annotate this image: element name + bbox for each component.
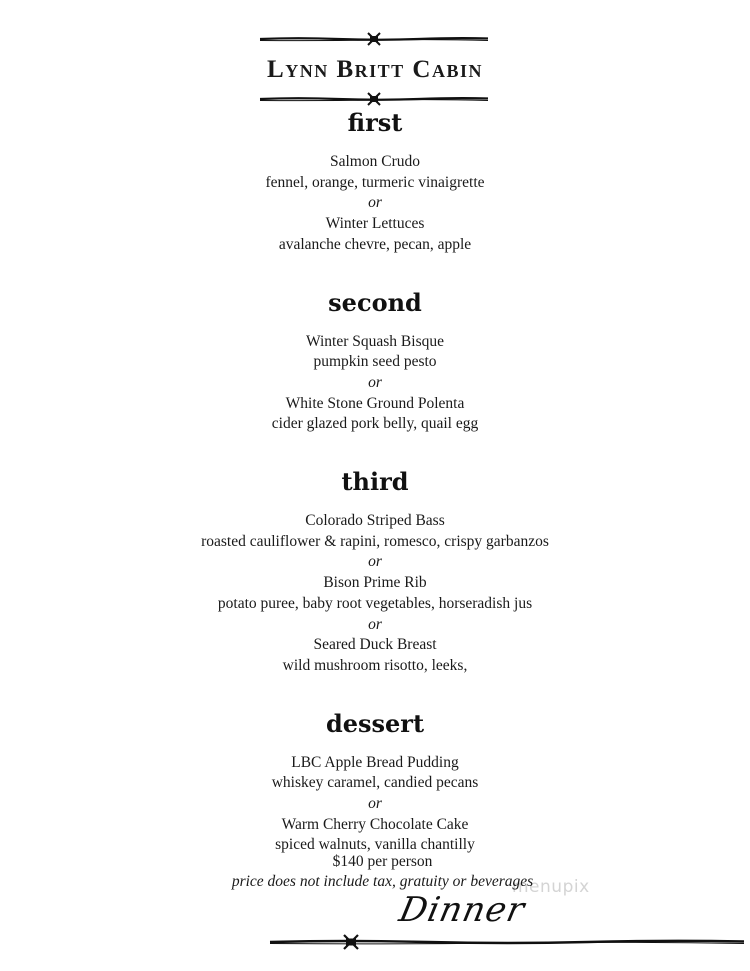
course-heading: second (328, 287, 422, 317)
barbed-wire-title-divider (258, 92, 490, 106)
or-separator: or (368, 373, 382, 391)
dish-name: LBC Apple Bread Pudding (291, 753, 459, 771)
course-third (0, 467, 750, 677)
or-separator: or (368, 553, 382, 571)
dish-name: Colorado Striped Bass (305, 512, 445, 530)
dish-description: fennel, orange, turmeric vinaigrette (265, 173, 485, 191)
course-heading: third (341, 467, 409, 497)
dish-description: spiced walnuts, vanilla chantilly (275, 836, 475, 854)
price-note: price does not include tax, gratuity or beverages (231, 873, 534, 890)
dish-name: Salmon Crudo (330, 153, 420, 170)
dish-description: pumpkin seed pesto (313, 353, 437, 371)
menupix-watermark: menupix (512, 877, 590, 897)
dish-description: roasted cauliflower & rapini, romesco, crispy garbanzos (201, 532, 549, 550)
dinner-signature: Dinner (395, 890, 529, 930)
course-heading: first (347, 108, 403, 137)
dish-description: wild mushroom risotto, leeks, (282, 656, 468, 674)
dish-name: Warm Cherry Chocolate Cake (281, 815, 469, 833)
dish-name: Bison Prime Rib (323, 574, 427, 592)
dish-description: whiskey caramel, candied pecans (271, 774, 479, 792)
course-heading: dessert (325, 708, 425, 738)
dish-name: White Stone Ground Polenta (285, 394, 465, 412)
barbed-wire-bottom-divider (268, 934, 746, 948)
course-dessert (0, 709, 750, 857)
dish-name: Winter Squash Bisque (305, 332, 444, 350)
dish-name: Seared Duck Breast (313, 636, 437, 654)
dish-description: potato puree, baby root vegetables, horseradish jus (217, 594, 533, 612)
price-per-person: $140 per person (332, 853, 433, 870)
barbed-wire-top-divider (258, 32, 490, 46)
or-separator: or (368, 615, 382, 633)
dish-description: avalanche chevre, pecan, apple (278, 235, 472, 253)
course-second (0, 288, 750, 436)
dish-name: Winter Lettuces (325, 215, 425, 233)
dish-description: cider glazed pork belly, quail egg (271, 415, 479, 433)
price-block (0, 852, 750, 892)
or-separator: or (368, 795, 382, 813)
course-first (0, 108, 750, 256)
menu-body (0, 108, 750, 856)
or-separator: or (368, 194, 382, 212)
restaurant-title: Lynn Britt Cabin (267, 56, 483, 83)
